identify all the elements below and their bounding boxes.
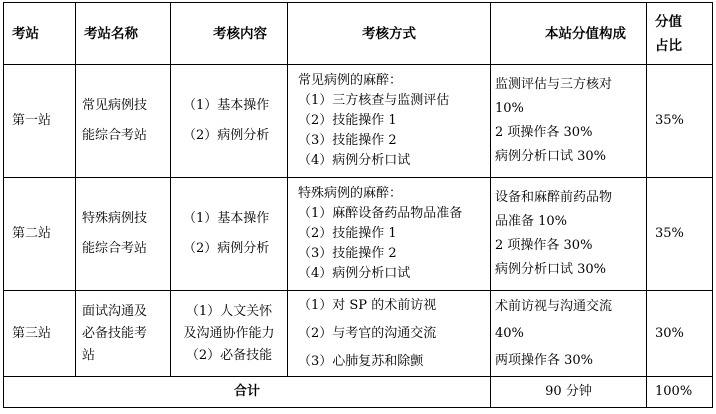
station-cell: 第一站 [4,65,76,178]
method-line: （4）病例分析口试 [298,153,411,168]
composition-line: 品准备 10% [495,214,568,229]
content-line: （2）病例分析 [183,128,270,143]
total-time: 90 分钟 [491,377,647,408]
composition-line: 设备和麻醉前药品物 [495,190,613,205]
method-line: （1）麻醉设备药品物品准备 [298,206,463,221]
name-line: 必备技能考 [82,325,148,341]
composition-cell [491,65,647,178]
composition-line: 2 项操作各 30% [495,125,593,140]
name-line: 能综合考站 [82,241,148,256]
header-ratio-line2: 占比 [655,37,682,54]
composition-line: 病例分析口试 30% [495,149,607,164]
content-line: （1）基本操作 [183,211,270,226]
name-line: 常见病例技 [82,98,148,113]
name-line: 站 [82,347,96,363]
name-line: 面试沟通及 [82,303,148,319]
header-name: 考站名称 [76,3,171,65]
header-composition: 本站分值构成 [491,3,647,65]
method-cell [288,65,491,178]
table-row [4,291,713,377]
composition-cell [491,178,647,291]
station-name-cell [76,178,171,291]
header-row [4,3,713,65]
ratio-cell: 30% [647,291,713,377]
header-content: 考核内容 [171,3,288,65]
table-row [4,178,713,291]
method-line: （3）心肺复苏和除颤 [298,353,424,369]
ratio-cell: 35% [647,178,713,291]
content-line: （1）人文关怀 [185,303,273,319]
name-line: 能综合考站 [82,128,148,143]
content-cell [171,291,288,377]
method-line: （4）病例分析口试 [298,266,411,281]
composition-cell [491,291,647,377]
station-name-cell [76,291,171,377]
content-line: （1）基本操作 [183,98,270,113]
header-method: 考核方式 [288,3,491,65]
method-line: （1）三方核查与监测评估 [298,93,450,108]
content-cell [171,178,288,291]
method-line: （1）对 SP 的术前访视 [298,297,437,313]
method-cell [288,291,491,377]
method-line: （2）技能操作 1 [298,113,397,128]
method-line: 常见病例的麻醉： [298,73,403,88]
total-ratio: 100% [647,377,713,408]
composition-line: 10% [495,101,524,116]
content-line: （2）必备技能 [185,347,273,363]
content-cell [171,65,288,178]
method-cell [288,178,491,291]
table-row [4,65,713,178]
content-line: 及沟通协作能力 [183,325,275,341]
header-station: 考站 [4,3,76,65]
header-ratio [647,3,713,65]
method-line: （3）技能操作 2 [298,246,397,261]
station-name-cell [76,65,171,178]
composition-line: 监测评估与三方核对 [495,77,613,92]
method-line: （2）与考官的沟通交流 [298,325,437,341]
composition-line: 2 项操作各 30% [495,238,593,253]
method-line: （3）技能操作 2 [298,133,397,148]
composition-line: 两项操作各 30% [495,353,594,368]
composition-line: 病例分析口试 30% [495,262,607,277]
ratio-cell: 35% [647,65,713,178]
exam-station-table [3,2,713,408]
method-line: （2）技能操作 1 [298,226,397,241]
method-line: 特殊病例的麻醉： [298,186,403,201]
composition-line: 术前访视与沟通交流 [495,299,613,314]
station-cell: 第三站 [4,291,76,377]
content-line: （2）病例分析 [183,241,270,256]
name-line: 特殊病例技 [82,211,148,226]
station-cell: 第二站 [4,178,76,291]
composition-line: 40% [495,326,524,341]
header-ratio-line1: 分值 [655,13,682,30]
total-label: 合计 [4,377,491,408]
total-row [4,377,713,408]
